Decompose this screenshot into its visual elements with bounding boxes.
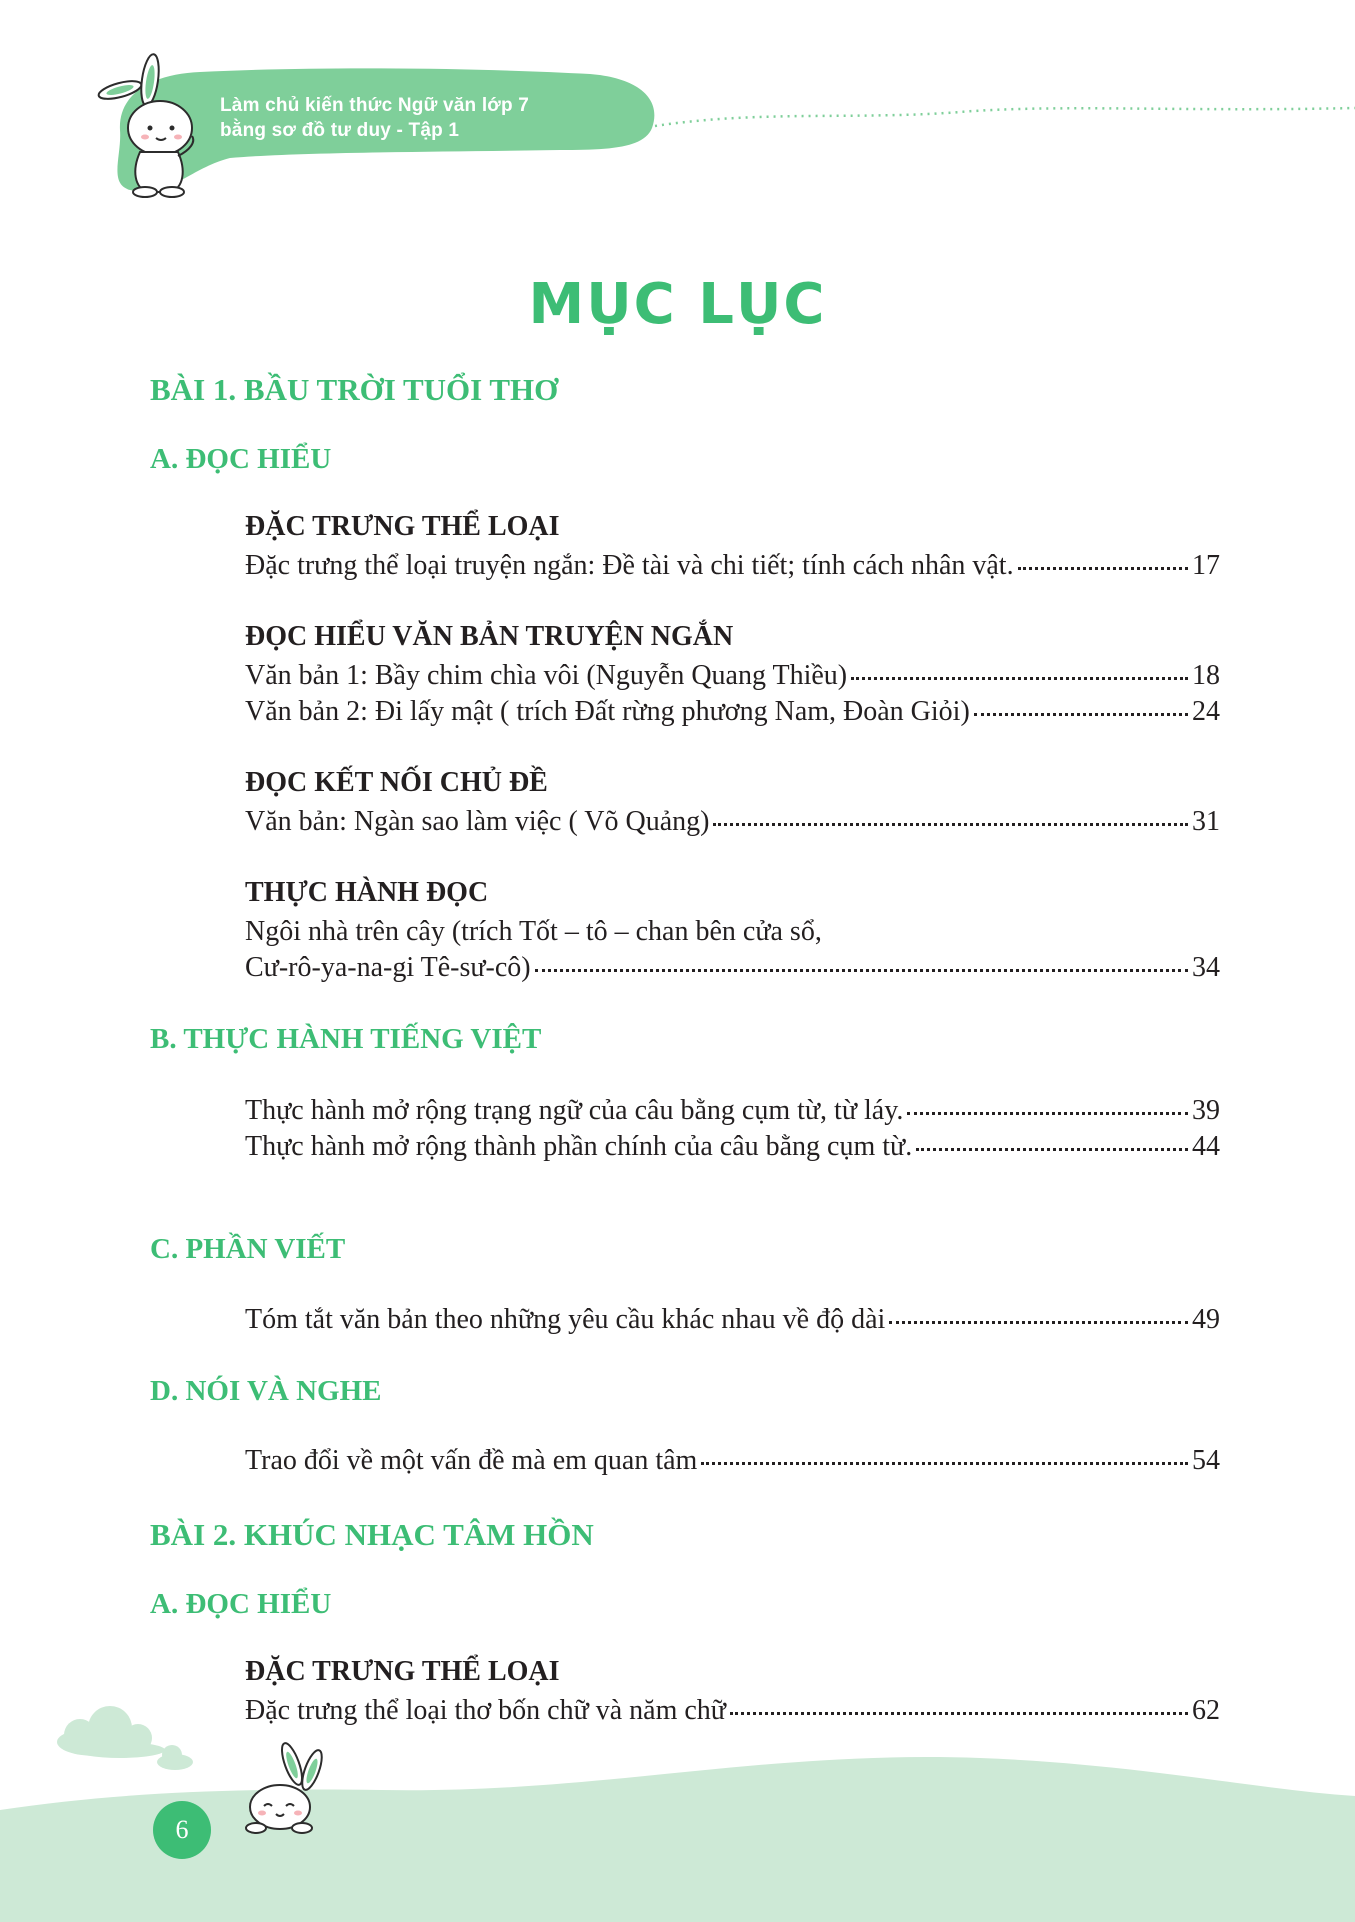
dot-leader xyxy=(851,677,1188,680)
toc-entry-text: Đặc trưng thể loại truyện ngắn: Đề tài và chi tiết; tính cách nhân vật. xyxy=(245,550,1014,581)
toc-entry[interactable] xyxy=(245,694,1220,730)
toc-entry-page: 17 xyxy=(1192,550,1220,581)
lesson-2-section-a-title: A. ĐỌC HIỂU xyxy=(150,1588,332,1620)
dot-leader xyxy=(730,1712,1188,1715)
genre-heading: ĐẶC TRƯNG THỂ LOẠI xyxy=(245,1656,560,1687)
toc-entry-page: 44 xyxy=(1192,1131,1220,1162)
toc-entry[interactable] xyxy=(245,950,1220,986)
page-number: 6 xyxy=(153,1801,211,1859)
toc-entry-text: Trao đổi về một vấn đề mà em quan tâm xyxy=(245,1445,698,1476)
toc-entry-page: 49 xyxy=(1192,1304,1220,1335)
lesson-1-section-c-title: C. PHẦN VIẾT xyxy=(150,1233,346,1265)
toc-entry-text-line[interactable]: Ngôi nhà trên cây (trích Tốt – tô – chan bên cửa sổ, xyxy=(245,916,822,947)
toc-entry[interactable] xyxy=(245,1443,1220,1479)
toc-entry-page: 39 xyxy=(1192,1095,1220,1126)
toc-entry-text: Văn bản: Ngàn sao làm việc ( Võ Quảng) xyxy=(245,806,710,837)
practice-heading: THỰC HÀNH ĐỌC xyxy=(245,877,489,908)
dot-leader xyxy=(535,969,1188,972)
toc-entry[interactable] xyxy=(245,658,1220,694)
toc-entry[interactable] xyxy=(245,1693,1220,1729)
cloud-icon xyxy=(57,1706,165,1758)
lesson-1-section-d-title: D. NÓI VÀ NGHE xyxy=(150,1375,382,1407)
toc-entry-text: Thực hành mở rộng trạng ngữ của câu bằng cụm từ, từ láy. xyxy=(245,1095,904,1126)
toc-entry-page: 31 xyxy=(1192,806,1220,837)
toc-entry-page: 54 xyxy=(1192,1445,1220,1476)
toc-entry-page: 62 xyxy=(1192,1695,1220,1726)
toc-entry[interactable] xyxy=(245,804,1220,840)
dot-leader xyxy=(907,1112,1188,1115)
toc-entry-text: Cư-rô-ya-na-gi Tê-sư-cô) xyxy=(245,952,531,983)
toc-entry[interactable] xyxy=(245,548,1220,584)
toc-entry-page: 34 xyxy=(1192,952,1220,983)
book-title-line-1: Làm chủ kiến thức Ngữ văn lớp 7 xyxy=(220,95,530,116)
toc-entry-text: Tóm tắt văn bản theo những yêu cầu khác nhau về độ dài xyxy=(245,1304,886,1335)
page-title: MỤC LỤC xyxy=(528,272,827,337)
lesson-1-section-a-title: A. ĐỌC HIỂU xyxy=(150,443,332,475)
toc-entry[interactable] xyxy=(245,1129,1220,1165)
toc-entry[interactable] xyxy=(245,1093,1220,1129)
lesson-2-title: BÀI 2. KHÚC NHẠC TÂM HỒN xyxy=(150,1517,594,1552)
dot-leader xyxy=(701,1462,1188,1465)
toc-entry-text: Thực hành mở rộng thành phần chính của câu bằng cụm từ. xyxy=(245,1131,913,1162)
dot-leader xyxy=(713,823,1188,826)
header-dotted-line xyxy=(655,108,1355,126)
dot-leader xyxy=(1018,567,1188,570)
toc-entry-text: Văn bản 2: Đi lấy mật ( trích Đất rừng phương Nam, Đoàn Giỏi) xyxy=(245,696,970,727)
toc-entry[interactable] xyxy=(245,1302,1220,1338)
toc-entry-text: Văn bản 1: Bầy chim chìa vôi (Nguyễn Quang Thiều) xyxy=(245,660,848,691)
toc-entry-page: 24 xyxy=(1192,696,1220,727)
toc-entry-page: 18 xyxy=(1192,660,1220,691)
book-header xyxy=(220,93,529,143)
book-title-line-2: bằng sơ đồ tư duy - Tập 1 xyxy=(220,120,460,141)
connect-heading: ĐỌC KẾT NỐI CHỦ ĐỀ xyxy=(245,767,548,798)
lesson-1-title: BÀI 1. BẦU TRỜI TUỔI THƠ xyxy=(150,372,559,407)
lesson-1-section-b-title: B. THỰC HÀNH TIẾNG VIỆT xyxy=(150,1023,542,1055)
dot-leader xyxy=(916,1148,1188,1151)
dot-leader xyxy=(974,713,1188,716)
toc-entry-text: Đặc trưng thể loại thơ bốn chữ và năm chữ xyxy=(245,1695,726,1726)
dot-leader xyxy=(889,1321,1188,1324)
reading-heading: ĐỌC HIỂU VĂN BẢN TRUYỆN NGẮN xyxy=(245,621,734,652)
genre-heading: ĐẶC TRƯNG THỂ LOẠI xyxy=(245,511,560,542)
